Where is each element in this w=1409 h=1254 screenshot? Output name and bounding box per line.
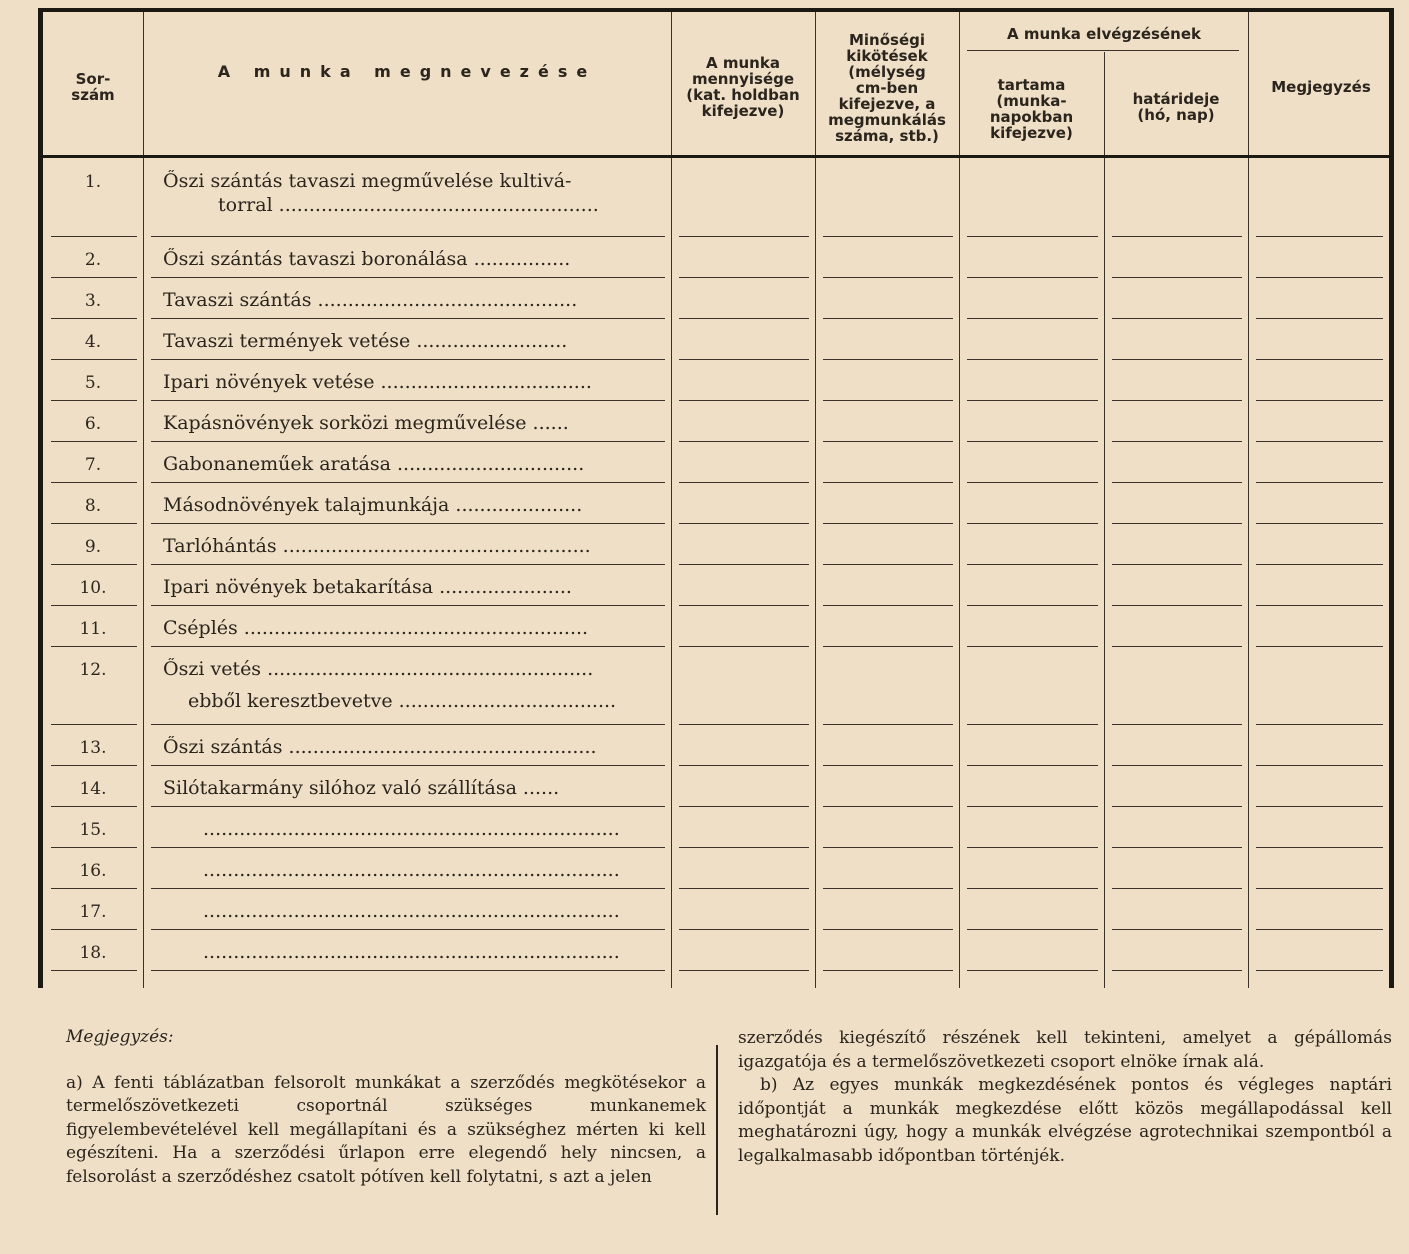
table-row xyxy=(43,933,669,973)
row-rule xyxy=(1256,441,1383,442)
row-rule xyxy=(679,318,809,319)
row-work-name-continued: ebből keresztbevetve .................................... xyxy=(188,690,617,712)
row-rule xyxy=(151,765,665,766)
row-number: 7. xyxy=(84,455,102,475)
row-rule xyxy=(823,318,953,319)
row-rule xyxy=(967,482,1098,483)
row-number: 14. xyxy=(79,779,107,799)
row-rule xyxy=(51,236,137,237)
header-minosegi: Minőségi kikötések (mélység cm-ben kifejezve, a megmunkálás száma, stb.) xyxy=(828,31,946,145)
row-rule xyxy=(1112,929,1242,930)
row-work-name-continued: torral ..................................................... xyxy=(218,194,599,216)
row-work-name: ..................................................................... xyxy=(203,941,620,963)
row-rule xyxy=(967,400,1098,401)
row-rule xyxy=(1112,482,1242,483)
header-elvegzes-group: A munka elvégzésének xyxy=(1007,25,1201,43)
row-rule xyxy=(51,888,137,889)
row-rule xyxy=(51,970,137,971)
row-rule xyxy=(151,523,665,524)
row-rule xyxy=(679,806,809,807)
row-number: 18. xyxy=(79,943,107,963)
row-rule xyxy=(151,236,665,237)
row-rule xyxy=(1112,359,1242,360)
row-number: 4. xyxy=(84,332,102,352)
row-rule xyxy=(679,564,809,565)
row-rule xyxy=(151,970,665,971)
row-number: 12. xyxy=(79,660,107,680)
column-divider xyxy=(1248,12,1249,988)
header-hatarideje: határideje (hó, nap) xyxy=(1132,90,1220,124)
row-rule xyxy=(967,318,1098,319)
row-rule xyxy=(823,724,953,725)
table-row xyxy=(43,568,669,608)
row-rule xyxy=(967,236,1098,237)
row-rule xyxy=(1256,724,1383,725)
row-work-name: Kapásnövények sorközi megművelése ...... xyxy=(163,412,569,434)
header-mennyiseg: A munka mennyisége (kat. holdban kifejezve) xyxy=(686,54,800,120)
row-rule xyxy=(1256,646,1383,647)
row-work-name: Tavaszi szántás ........................................... xyxy=(163,289,578,311)
row-rule xyxy=(1112,523,1242,524)
row-rule xyxy=(967,605,1098,606)
row-work-name: ..................................................................... xyxy=(203,818,620,840)
row-rule xyxy=(51,318,137,319)
row-rule xyxy=(1112,806,1242,807)
row-number: 1. xyxy=(84,172,102,192)
row-rule xyxy=(823,277,953,278)
header-sorszam: Sor- szám xyxy=(71,70,115,104)
header-bottom-rule xyxy=(43,155,1389,158)
row-rule xyxy=(967,847,1098,848)
row-number: 15. xyxy=(79,820,107,840)
row-rule xyxy=(823,929,953,930)
row-work-name: Cséplés ......................................................... xyxy=(163,617,589,639)
row-number: 2. xyxy=(84,250,102,270)
table-row xyxy=(43,892,669,932)
row-rule xyxy=(151,605,665,606)
row-work-name: Őszi szántás ................................................... xyxy=(163,736,597,758)
row-work-name: ..................................................................... xyxy=(203,900,620,922)
row-rule xyxy=(151,441,665,442)
note-a-text: a) A fenti táblázatban felsorolt munkákat a szerződés megkötésekor a termelőszövetkezeti csoportnál szükséges munkanemek figyelembevételével kell megállapítani és a szükséghez mérten ki kell egészíteni. Ha a szerződési űrlapon erre elegendő hely nincsen, a felsorolást a szerződéshez csatolt pótíven kell folytatni, s azt a jelen xyxy=(66,1072,706,1187)
row-number: 3. xyxy=(84,291,102,311)
table-row xyxy=(43,240,669,280)
work-schedule-table xyxy=(38,8,1394,988)
row-rule xyxy=(823,523,953,524)
notes-left xyxy=(66,1026,706,1189)
row-rule xyxy=(679,970,809,971)
table-row xyxy=(43,728,669,768)
row-rule xyxy=(679,646,809,647)
row-rule xyxy=(823,888,953,889)
row-rule xyxy=(51,605,137,606)
table-row xyxy=(43,650,669,712)
row-rule xyxy=(1256,277,1383,278)
row-rule xyxy=(823,236,953,237)
row-rule xyxy=(51,765,137,766)
table-row xyxy=(43,445,669,485)
row-rule xyxy=(151,929,665,930)
column-divider xyxy=(1104,52,1105,988)
row-rule xyxy=(1256,888,1383,889)
row-rule xyxy=(679,400,809,401)
row-rule xyxy=(51,724,137,725)
header-group-rule xyxy=(967,50,1239,51)
row-rule xyxy=(967,888,1098,889)
row-rule xyxy=(51,277,137,278)
table-row xyxy=(43,322,669,362)
row-rule xyxy=(1112,724,1242,725)
row-rule xyxy=(823,765,953,766)
row-work-name: Őszi szántás tavaszi megművelése kultivá- xyxy=(163,170,572,192)
row-rule xyxy=(1256,929,1383,930)
row-rule xyxy=(1112,765,1242,766)
row-number: 9. xyxy=(84,537,102,557)
row-rule xyxy=(1256,359,1383,360)
row-rule xyxy=(967,929,1098,930)
row-rule xyxy=(51,482,137,483)
row-rule xyxy=(1256,482,1383,483)
row-rule xyxy=(1256,605,1383,606)
row-rule xyxy=(51,929,137,930)
row-work-name: Tavaszi termények vetése ......................... xyxy=(163,330,568,352)
row-rule xyxy=(823,564,953,565)
table-row xyxy=(43,162,669,216)
note-b-text: b) Az egyes munkák megkezdésének pontos és végleges naptári időpontját a munkák megkezdése előtt közös megállapodással kell meghatározni úgy, hogy a munkák elvégzése agrotechnikai szempontból a legalkalmasabb időpontban történjék. xyxy=(738,1075,1392,1166)
row-rule xyxy=(1112,970,1242,971)
row-rule xyxy=(151,646,665,647)
row-rule xyxy=(151,806,665,807)
row-rule xyxy=(967,277,1098,278)
row-rule xyxy=(1112,847,1242,848)
row-work-name: ..................................................................... xyxy=(203,859,620,881)
row-rule xyxy=(823,359,953,360)
row-work-name: Ipari növények betakarítása ...................... xyxy=(163,576,572,598)
row-rule xyxy=(823,400,953,401)
row-rule xyxy=(967,523,1098,524)
row-rule xyxy=(151,359,665,360)
row-rule xyxy=(823,441,953,442)
row-rule xyxy=(967,806,1098,807)
row-number: 10. xyxy=(79,578,107,598)
row-rule xyxy=(1256,847,1383,848)
row-number: 11. xyxy=(79,619,107,639)
row-rule xyxy=(51,441,137,442)
column-divider xyxy=(815,12,816,988)
row-rule xyxy=(823,482,953,483)
row-rule xyxy=(1256,523,1383,524)
row-rule xyxy=(51,806,137,807)
row-rule xyxy=(679,236,809,237)
row-rule xyxy=(1112,400,1242,401)
row-rule xyxy=(51,359,137,360)
row-rule xyxy=(967,765,1098,766)
row-rule xyxy=(151,277,665,278)
notes-title: Megjegyzés: xyxy=(66,1027,174,1047)
row-rule xyxy=(823,806,953,807)
column-divider xyxy=(671,12,672,988)
row-rule xyxy=(151,400,665,401)
row-rule xyxy=(679,765,809,766)
row-rule xyxy=(1256,806,1383,807)
row-rule xyxy=(1112,277,1242,278)
row-number: 6. xyxy=(84,414,102,434)
row-rule xyxy=(679,888,809,889)
row-rule xyxy=(1112,888,1242,889)
notes-column-divider xyxy=(716,1045,718,1215)
row-rule xyxy=(1256,236,1383,237)
row-number: 16. xyxy=(79,861,107,881)
row-rule xyxy=(1256,564,1383,565)
row-rule xyxy=(51,646,137,647)
row-rule xyxy=(679,277,809,278)
table-row xyxy=(43,281,669,321)
row-rule xyxy=(823,847,953,848)
row-rule xyxy=(679,441,809,442)
table-row xyxy=(43,609,669,649)
row-rule xyxy=(151,482,665,483)
row-work-name: Silótakarmány silóhoz való szállítása ...... xyxy=(163,777,560,799)
row-rule xyxy=(967,441,1098,442)
column-divider xyxy=(959,12,960,988)
table-row xyxy=(43,769,669,809)
row-rule xyxy=(1112,646,1242,647)
row-rule xyxy=(1256,765,1383,766)
row-rule xyxy=(151,564,665,565)
row-rule xyxy=(679,929,809,930)
row-rule xyxy=(1112,318,1242,319)
row-rule xyxy=(967,724,1098,725)
row-rule xyxy=(51,400,137,401)
row-rule xyxy=(1112,441,1242,442)
row-work-name: Őszi vetés ...................................................... xyxy=(163,658,594,680)
table-row xyxy=(43,363,669,403)
row-rule xyxy=(823,970,953,971)
table-row xyxy=(43,527,669,567)
row-rule xyxy=(151,888,665,889)
row-rule xyxy=(679,359,809,360)
row-rule xyxy=(1256,318,1383,319)
row-rule xyxy=(1256,400,1383,401)
row-rule xyxy=(51,564,137,565)
row-rule xyxy=(967,359,1098,360)
row-rule xyxy=(1256,970,1383,971)
row-rule xyxy=(967,646,1098,647)
table-row xyxy=(43,404,669,444)
row-rule xyxy=(679,847,809,848)
row-rule xyxy=(823,605,953,606)
row-work-name: Őszi szántás tavaszi boronálása ................ xyxy=(163,248,571,270)
header-megnevezes: A munka megnevezése xyxy=(217,62,597,81)
row-work-name: Tarlóhántás ................................................... xyxy=(163,535,591,557)
row-rule xyxy=(679,523,809,524)
row-rule xyxy=(151,318,665,319)
header-tartama: tartama (munka- napokban kifejezve) xyxy=(989,76,1074,142)
row-work-name: Gabonaneműek aratása ............................... xyxy=(163,453,585,475)
note-a-continuation: szerződés kiegészítő részének kell tekinteni, amelyet a gépállomás igazgatója és a termelőszövetkezeti csoport elnöke írnak alá. xyxy=(738,1028,1392,1072)
row-number: 8. xyxy=(84,496,102,516)
row-rule xyxy=(51,523,137,524)
table-row xyxy=(43,810,669,850)
row-number: 5. xyxy=(84,373,102,393)
row-number: 13. xyxy=(79,738,107,758)
row-number: 17. xyxy=(79,902,107,922)
row-rule xyxy=(823,646,953,647)
row-rule xyxy=(1112,605,1242,606)
row-rule xyxy=(151,724,665,725)
row-rule xyxy=(679,724,809,725)
row-rule xyxy=(967,564,1098,565)
row-rule xyxy=(967,970,1098,971)
row-rule xyxy=(1112,564,1242,565)
header-megjegyzes: Megjegyzés xyxy=(1271,78,1371,96)
table-row xyxy=(43,486,669,526)
row-rule xyxy=(679,482,809,483)
row-work-name: Ipari növények vetése ................................... xyxy=(163,371,592,393)
row-rule xyxy=(1112,236,1242,237)
row-rule xyxy=(679,605,809,606)
row-work-name: Másodnövények talajmunkája ..................... xyxy=(163,494,583,516)
table-row xyxy=(43,851,669,891)
row-rule xyxy=(151,847,665,848)
row-rule xyxy=(51,847,137,848)
notes-right xyxy=(738,1027,1392,1168)
